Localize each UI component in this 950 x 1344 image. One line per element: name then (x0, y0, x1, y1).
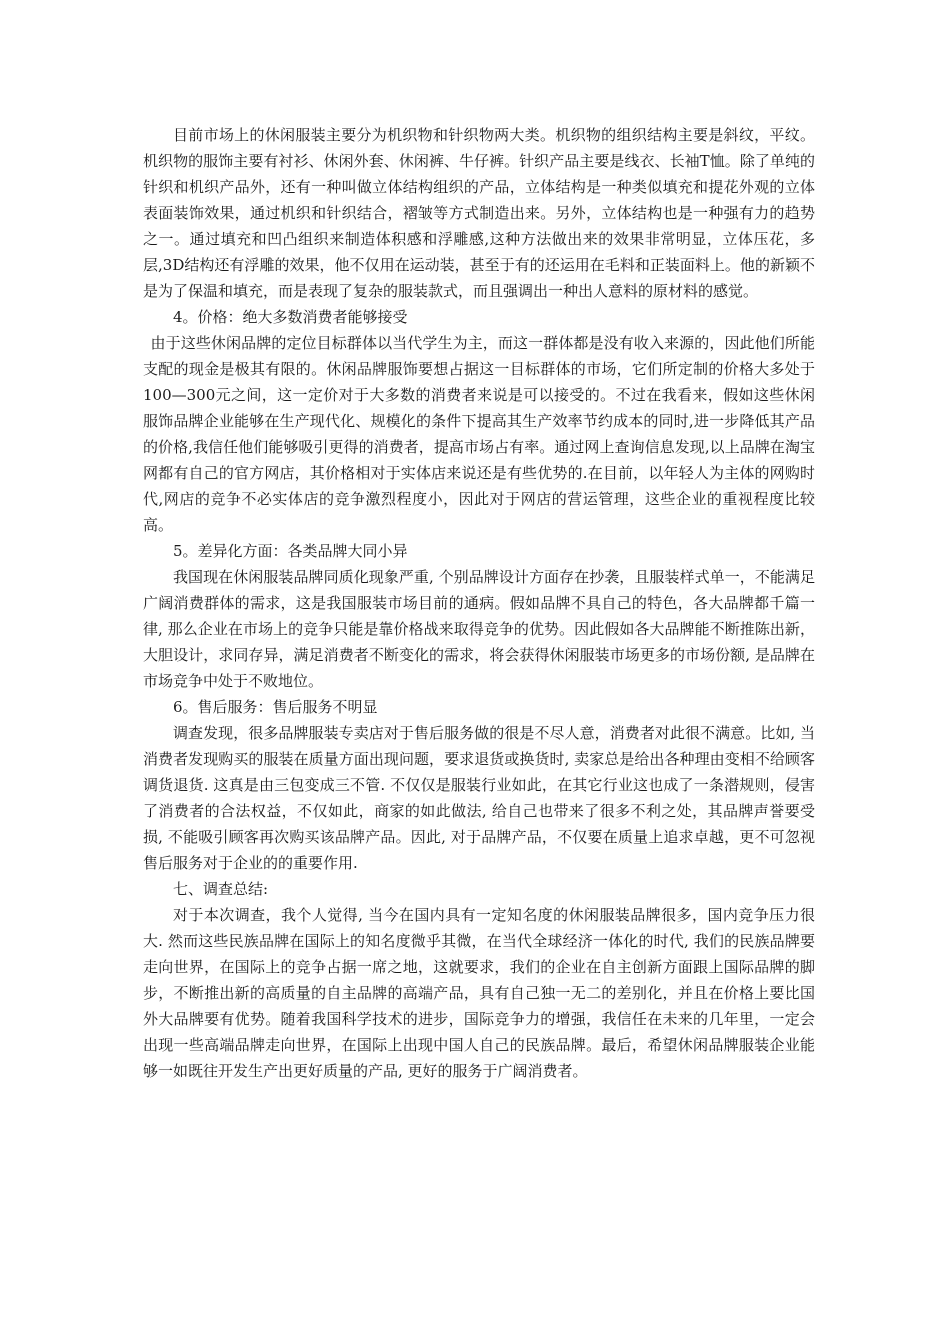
paragraph-price: 由于这些休闲品牌的定位目标群体以当代学生为主，而这一群体都是没有收入来源的，因此他们所能支配的现金是极其有限的。休闲品牌服饰要想占据这一目标群体的市场，它们所定制的价格大多处于100—300元之间，这一定价对于大多数的消费者来说是可以接受的。不过在我看来，假如这些休闲服饰品牌企业能够在生产现代化、规模化的条件下提高其生产效率节约成本的同时,进一步降低其产品的价格,我信任他们能够吸引更得的消费者，提高市场占有率。通过网上查询信息发现,以上品牌在淘宝网都有自己的官方网店，其价格相对于实体店来说还是有些优势的.在目前，以年轻人为主体的网购时代,网店的竞争不必实体店的竞争激烈程度小，因此对于网店的营运管理，这些企业的重视程度比较高。 (143, 334, 815, 534)
paragraph-differentiation: 我国现在休闲服装品牌同质化现象严重, 个别品牌设计方面存在抄袭，且服装样式单一，不能满足广阔消费群体的需求，这是我国服装市场目前的通病。假如品牌不具自己的特色，各大品牌都千篇一律, 那么企业在市场上的竞争只能是靠价格战来取得竞争的优势。因此假如各大品牌能不断推陈出新，大胆设计，求同存异，满足消费者不断变化的需求，将会获得休闲服装市场更多的市场份额, 是品牌在市场竞争中处于不败地位。 (143, 568, 815, 690)
paragraph-summary: 对于本次调查，我个人觉得, 当今在国内具有一定知名度的休闲服装品牌很多，国内竞争压力很大. 然而这些民族品牌在国际上的知名度微乎其微，在当代全球经济一体化的时代, 我们的民族品牌要走向世界，在国际上的竞争占据一席之地，这就要求，我们的企业在自主创新方面跟上国际品牌的脚步，不断推出新的高质量的自主品牌的高端产品，具有自己独一无二的差别化，并且在价格上要比国外大品牌要有优势。随着我国科学技术的进步，国际竞争力的增强，我信任在未来的几年里，一定会出现一些高端品牌走向世界，在国际上出现中国人自己的民族品牌。最后，希望休闲品牌服装企业能够一如既往开发生产出更好质量的产品, 更好的服务于广阔消费者。 (143, 906, 815, 1080)
document-page (143, 122, 815, 1084)
paragraph-fabric-types: 目前市场上的休闲服装主要分为机织物和针织物两大类。机织物的组织结构主要是斜纹，平纹。机织物的服饰主要有衬衫、休闲外套、休闲裤、牛仔裤。针织产品主要是线衣、长袖T恤。除了单纯的针织和机织产品外，还有一种叫做立体结构组织的产品，立体结构是一种类似填充和提花外观的立体表面装饰效果，通过机织和针织结合，褶皱等方式制造出来。另外，立体结构也是一种强有力的趋势之一。通过填充和凹凸组织来制造体积感和浮雕感,这种方法做出来的效果非常明显，立体压花，多层,3D结构还有浮雕的效果，他不仅用在运动装，甚至于有的还运用在毛料和正装面料上。他的新颖不是为了保温和填充，而是表现了复杂的服装款式，而且强调出一种出人意料的原材料的感觉。 (143, 126, 815, 300)
paragraph-after-sales: 调查发现，很多品牌服装专卖店对于售后服务做的很是不尽人意，消费者对此很不满意。比如, 当消费者发现购买的服装在质量方面出现问题，要求退货或换货时, 卖家总是给出各种理由变相不给顾客调货退货. 这真是由三包变成三不管. 不仅仅是服装行业如此，在其它行业这也成了一条潜规则，侵害了消费者的合法权益，不仅如此，商家的如此做法, 给自己也带来了很多不利之处，其品牌声誉要受损, 不能吸引顾客再次购买该品牌产品。因此, 对于品牌产品，不仅要在质量上追求卓越，更不可忽视售后服务对于企业的的重要作用. (143, 724, 815, 872)
heading-price: 4。价格：绝大多数消费者能够接受 (173, 308, 408, 326)
heading-summary: 七、调查总结: (173, 880, 269, 898)
heading-after-sales: 6。售后服务：售后服务不明显 (173, 698, 378, 716)
heading-differentiation: 5。差异化方面：各类品牌大同小异 (173, 542, 408, 560)
